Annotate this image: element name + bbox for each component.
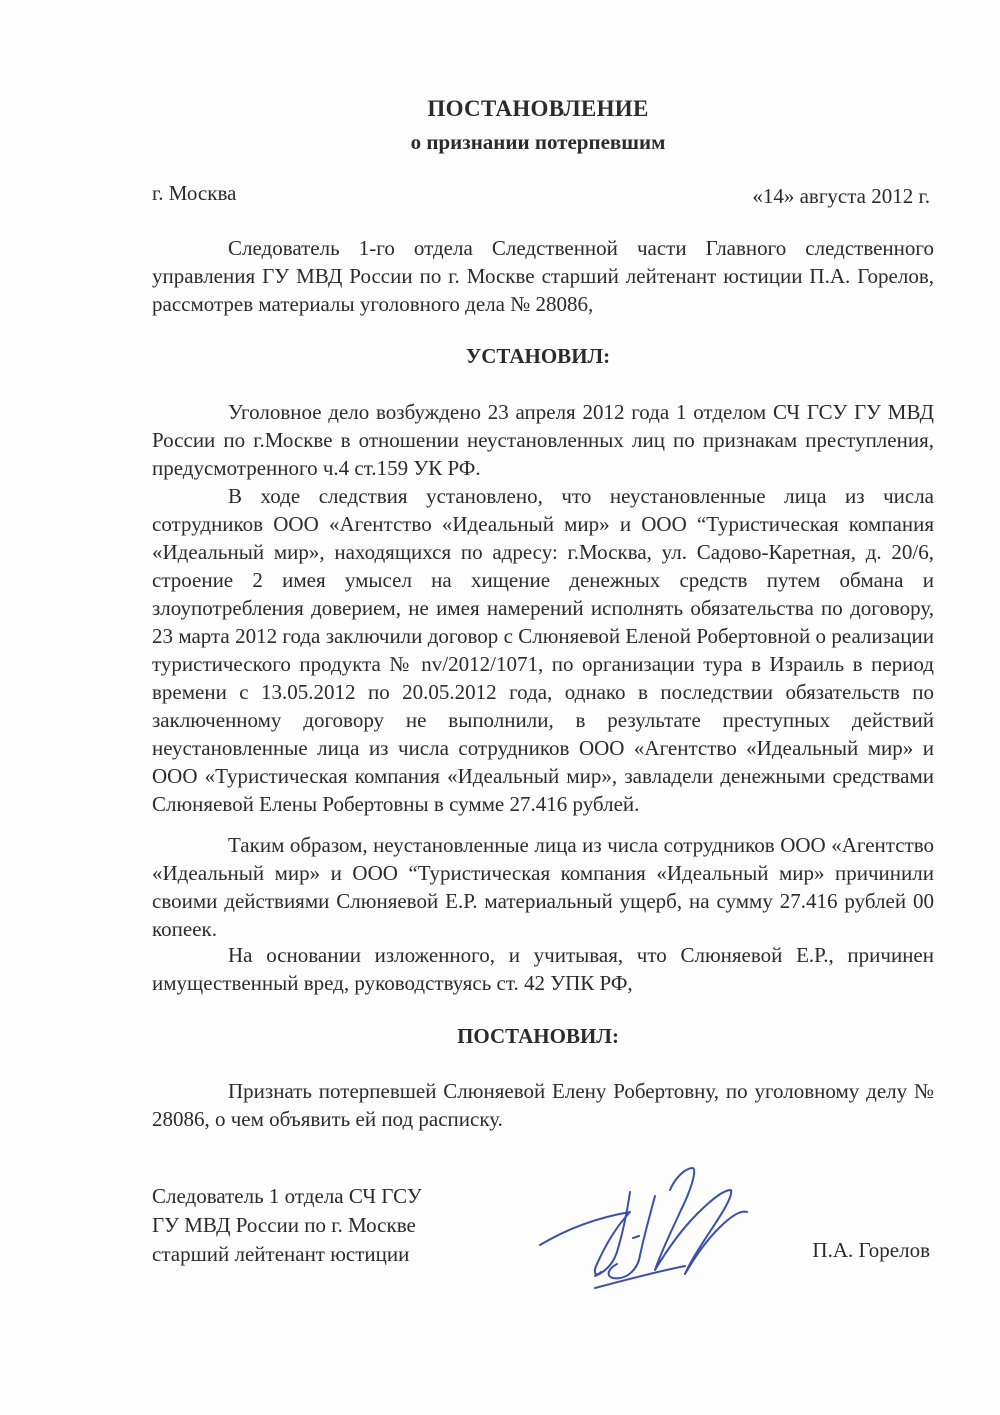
heading-resolved: ПОСТАНОВИЛ: xyxy=(457,1024,619,1048)
paragraph-2: В ходе следствия установлено, что неустановленные лица из числа сотрудников ООО «Агентство «Идеальный мир» и ООО “Туристическая компания «Идеальный мир», находящихся по адресу: г.Москва, ул. Садово-Каретная, д. 20/6, строение 2 имея умысел на хищение денежных средств путем обмана и злоупотребления доверием, не имея намерений исполнять обязательства по договору, 23 марта 2012 года заключили договор с Слюняевой Еленой Робертовной о реализации туристического продукта № nv/2012/1071, по организации тура в Израиль в период времени с 13.05.2012 по 20.05.2012 года, однако в последствии обязательств по заключенному договору не выполнили, в результате преступных действий неустановленные лица из числа сотрудников ООО «Агентство «Идеальный мир» и ООО «Туристическая компания «Идеальный мир», завладели денежными средствами Слюняевой Елены Робертовны в сумме 27.416 рублей. xyxy=(152,484,934,816)
document-subtitle: о признании потерпевшим xyxy=(410,130,666,154)
signatory-line-3: старший лейтенант юстиции xyxy=(152,1242,410,1266)
resolution-paragraph: Признать потерпевшей Слюняевой Елену Робертовну, по уголовному делу № 28086, о чем объявить ей под расписку. xyxy=(152,1079,934,1131)
signatory-block xyxy=(152,1182,422,1269)
paragraph-3: Таким образом, неустановленные лица из числа сотрудников ООО «Агентство «Идеальный мир» и ООО “Туристическая компания «Идеальный мир» причинили своими действиями Слюняевой Е.Р. материальный ущерб, на сумму 27.416 рублей 00 копеек. xyxy=(152,833,934,941)
document-date: «14» августа 2012 г. xyxy=(752,184,930,208)
document-title: ПОСТАНОВЛЕНИЕ xyxy=(427,96,649,121)
intro-paragraph: Следователь 1-го отдела Следственной части Главного следственного управления ГУ МВД России по г. Москве старший лейтенант юстиции П.А. Горелов, рассмотрев материалы уголовного дела № 28086, xyxy=(152,236,934,316)
signatory-name: П.А. Горелов xyxy=(812,1238,930,1262)
handwritten-signature xyxy=(535,1160,765,1300)
document-city: г. Москва xyxy=(152,181,237,205)
signatory-line-2: ГУ МВД России по г. Москве xyxy=(152,1213,416,1237)
paragraph-1: Уголовное дело возбуждено 23 апреля 2012 года 1 отделом СЧ ГСУ ГУ МВД России по г.Москве в отношении неустановленных лиц по признакам преступления, предусмотренного ч.4 ст.159 УК РФ. xyxy=(152,400,934,480)
paragraph-4: На основании изложенного, и учитывая, что Слюняевой Е.Р., причинен имущественный вред, руководствуясь ст. 42 УПК РФ, xyxy=(152,943,934,995)
signatory-line-1: Следователь 1 отдела СЧ ГСУ xyxy=(152,1184,422,1208)
heading-established: УСТАНОВИЛ: xyxy=(465,344,611,368)
